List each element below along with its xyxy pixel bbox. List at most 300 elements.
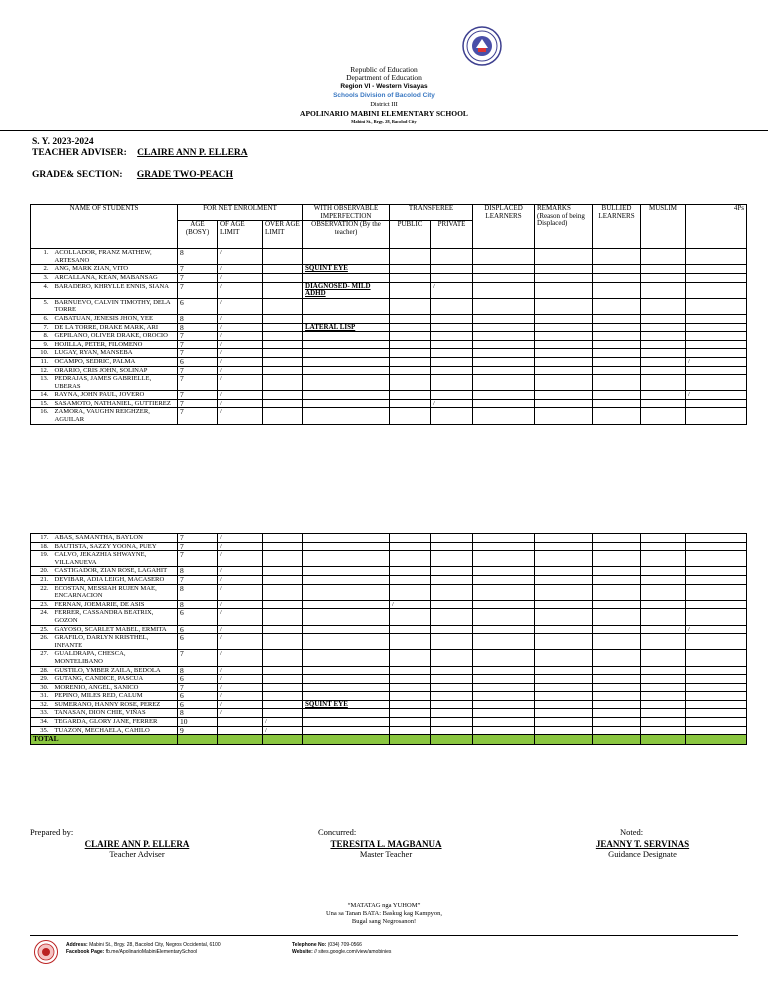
- over-age-limit-mark: [263, 709, 303, 718]
- row-number: 6.: [31, 314, 53, 323]
- student-name: CALVO, JEKAZHIA SHWAYNE, VILLANUEVA: [53, 551, 178, 567]
- row-number: 8.: [31, 332, 53, 341]
- bullied-cell: [593, 634, 641, 650]
- remarks-cell: [535, 650, 593, 666]
- concurred-block: [290, 839, 482, 859]
- bullied-cell: [593, 399, 641, 408]
- fourps-mark: [686, 692, 747, 701]
- observation: [303, 575, 390, 584]
- over-age-limit-mark: [263, 298, 303, 314]
- student-age: 7: [178, 551, 218, 567]
- of-age-limit-mark: /: [218, 340, 263, 349]
- displaced-cell: [473, 666, 535, 675]
- row-number: 21.: [31, 575, 53, 584]
- of-age-limit-mark: /: [218, 357, 263, 366]
- over-age-limit-mark: [263, 600, 303, 609]
- bullied-cell: [593, 340, 641, 349]
- displaced-cell: [473, 634, 535, 650]
- muslim-cell: [641, 391, 686, 400]
- row-number: 5.: [31, 298, 53, 314]
- footer-web-link[interactable]: // sites.google.com/view/amobinies: [314, 949, 392, 955]
- fourps-mark: [686, 273, 747, 282]
- footer-divider: [30, 935, 738, 936]
- header-address: Mabini St., Brgy. 28, Bacolod City: [351, 119, 417, 124]
- remarks-cell: [535, 600, 593, 609]
- footer-address: Mabini St., Brgy. 28, Bacolod City, Negros Occidental, 6100: [89, 942, 221, 948]
- over-age-limit-mark: [263, 340, 303, 349]
- muslim-cell: [641, 375, 686, 391]
- row-number: 14.: [31, 391, 53, 400]
- over-age-limit-mark: [263, 282, 303, 298]
- over-age-limit-mark: [263, 584, 303, 600]
- displaced-cell: [473, 375, 535, 391]
- student-name: GRAFILO, DARLYN KRISTHEL, INFANTE: [53, 634, 178, 650]
- muslim-cell: [641, 366, 686, 375]
- over-age-limit-mark: [263, 675, 303, 684]
- student-name: CASTIGADOR, ZIAN ROSE, LAGAHIT: [53, 567, 178, 576]
- of-age-limit-mark: /: [218, 265, 263, 274]
- observation: [303, 567, 390, 576]
- displaced-cell: [473, 534, 535, 543]
- of-age-limit-mark: /: [218, 273, 263, 282]
- teacher-adviser-value: CLAIRE ANN P. ELLERA: [137, 148, 248, 158]
- displaced-cell: [473, 249, 535, 265]
- of-age-limit-mark: /: [218, 375, 263, 391]
- student-name: ZAMORA, VAUGHN REIGHZER, AGUILAR: [53, 408, 178, 424]
- student-age: 6: [178, 700, 218, 709]
- of-age-limit-mark: /: [218, 675, 263, 684]
- private-mark: [431, 551, 473, 567]
- student-name: ACOLLADOR, FRANZ MATHEW, ARTESANO: [53, 249, 178, 265]
- of-age-limit-mark: /: [218, 399, 263, 408]
- prepared-by-name: CLAIRE ANN P. ELLERA: [84, 839, 190, 849]
- col-displaced: DISPLACED LEARNERS: [473, 205, 535, 249]
- of-age-limit-mark: /: [218, 534, 263, 543]
- over-age-limit-mark: [263, 349, 303, 358]
- table-row: [31, 332, 747, 341]
- remarks-cell: [535, 375, 593, 391]
- student-name: TUAZON, MECHAELA, CAHILO: [53, 726, 178, 735]
- of-age-limit-mark: /: [218, 551, 263, 567]
- over-age-limit-mark: [263, 265, 303, 274]
- muslim-cell: [641, 399, 686, 408]
- bullied-cell: [593, 675, 641, 684]
- observation: [303, 650, 390, 666]
- fourps-mark: [686, 584, 747, 600]
- of-age-limit-mark: /: [218, 609, 263, 625]
- remarks-cell: [535, 675, 593, 684]
- of-age-limit-mark: /: [218, 349, 263, 358]
- row-number: 30.: [31, 683, 53, 692]
- remarks-cell: [535, 700, 593, 709]
- student-name: PEDRAJAS, JAMES GABRIELLE, UBERAS: [53, 375, 178, 391]
- row-number: 11.: [31, 357, 53, 366]
- bullied-cell: [593, 349, 641, 358]
- muslim-cell: [641, 584, 686, 600]
- observation: [303, 273, 390, 282]
- over-age-limit-mark: [263, 542, 303, 551]
- muslim-cell: [641, 726, 686, 735]
- private-mark: [431, 265, 473, 274]
- header-region: Region VI - Western Visayas: [340, 83, 428, 90]
- student-name: MORENIO, ANGEL, SANICO: [53, 683, 178, 692]
- remarks-cell: [535, 551, 593, 567]
- displaced-cell: [473, 625, 535, 634]
- table-row: [31, 282, 747, 298]
- over-age-limit-mark: [263, 375, 303, 391]
- private-mark: [431, 718, 473, 727]
- over-age-limit-mark: [263, 609, 303, 625]
- over-age-limit-mark: [263, 323, 303, 332]
- table-row: [31, 675, 747, 684]
- over-age-limit-mark: [263, 273, 303, 282]
- displaced-cell: [473, 408, 535, 424]
- row-number: 32.: [31, 700, 53, 709]
- private-mark: /: [431, 282, 473, 298]
- bullied-cell: [593, 718, 641, 727]
- fourps-mark: [686, 408, 747, 424]
- over-age-limit-mark: [263, 575, 303, 584]
- muslim-cell: [641, 332, 686, 341]
- bullied-cell: [593, 408, 641, 424]
- student-name: BARADERO, KHRYLLE ENNIS, SIANA: [53, 282, 178, 298]
- public-mark: [390, 408, 431, 424]
- displaced-cell: [473, 726, 535, 735]
- displaced-cell: [473, 575, 535, 584]
- remarks-cell: [535, 282, 593, 298]
- table-row: [31, 700, 747, 709]
- fourps-mark: [686, 332, 747, 341]
- public-mark: [390, 534, 431, 543]
- total-label: TOTAL: [31, 735, 178, 745]
- bullied-cell: [593, 323, 641, 332]
- school-year: S. Y. 2023-2024: [32, 137, 94, 147]
- header-department: Department of Education: [346, 73, 422, 82]
- table-row: [31, 323, 747, 332]
- table-row: [31, 408, 747, 424]
- of-age-limit-mark: /: [218, 542, 263, 551]
- public-mark: [390, 551, 431, 567]
- header-divider: [0, 130, 768, 131]
- public-mark: [390, 675, 431, 684]
- over-age-limit-mark: [263, 249, 303, 265]
- private-mark: [431, 575, 473, 584]
- remarks-cell: [535, 391, 593, 400]
- col-over-age-limit: OVER AGE LIMIT: [263, 221, 303, 249]
- fourps-mark: [686, 675, 747, 684]
- table-row: [31, 314, 747, 323]
- of-age-limit-mark: /: [218, 666, 263, 675]
- private-mark: [431, 625, 473, 634]
- private-mark: [431, 567, 473, 576]
- displaced-cell: [473, 718, 535, 727]
- row-number: 34.: [31, 718, 53, 727]
- displaced-cell: [473, 273, 535, 282]
- row-number: 26.: [31, 634, 53, 650]
- fourps-mark: [686, 314, 747, 323]
- displaced-cell: [473, 298, 535, 314]
- of-age-limit-mark: /: [218, 692, 263, 701]
- private-mark: [431, 249, 473, 265]
- fourps-mark: [686, 534, 747, 543]
- observation: [303, 666, 390, 675]
- footer-left: [66, 942, 221, 956]
- table-row: [31, 650, 747, 666]
- remarks-cell: [535, 692, 593, 701]
- footer-right: [292, 942, 391, 956]
- muslim-cell: [641, 282, 686, 298]
- table-row: [31, 542, 747, 551]
- fourps-mark: /: [686, 391, 747, 400]
- private-mark: [431, 534, 473, 543]
- bullied-cell: [593, 666, 641, 675]
- fourps-mark: [686, 340, 747, 349]
- fourps-mark: [686, 709, 747, 718]
- of-age-limit-mark: /: [218, 298, 263, 314]
- student-name: ABAS, SAMANTHA, BAYLON: [53, 534, 178, 543]
- row-number: 1.: [31, 249, 53, 265]
- bullied-cell: [593, 314, 641, 323]
- bullied-cell: [593, 726, 641, 735]
- displaced-cell: [473, 314, 535, 323]
- over-age-limit-mark: [263, 700, 303, 709]
- muslim-cell: [641, 298, 686, 314]
- of-age-limit-mark: /: [218, 709, 263, 718]
- remarks-cell: [535, 408, 593, 424]
- table-row: [31, 340, 747, 349]
- bullied-cell: [593, 625, 641, 634]
- student-age: 8: [178, 709, 218, 718]
- muslim-cell: [641, 265, 686, 274]
- student-age: 6: [178, 625, 218, 634]
- student-age: 7: [178, 332, 218, 341]
- displaced-cell: [473, 391, 535, 400]
- private-mark: [431, 666, 473, 675]
- muslim-cell: [641, 609, 686, 625]
- displaced-cell: [473, 692, 535, 701]
- observation: [303, 399, 390, 408]
- student-age: 7: [178, 650, 218, 666]
- of-age-limit-mark: /: [218, 249, 263, 265]
- fourps-mark: [686, 718, 747, 727]
- row-number: 10.: [31, 349, 53, 358]
- muslim-cell: [641, 650, 686, 666]
- of-age-limit-mark: /: [218, 584, 263, 600]
- row-number: 28.: [31, 666, 53, 675]
- student-age: 7: [178, 534, 218, 543]
- student-age: 7: [178, 399, 218, 408]
- bullied-cell: [593, 249, 641, 265]
- table-row: [31, 600, 747, 609]
- total-row: [31, 735, 747, 745]
- student-age: 7: [178, 366, 218, 375]
- header-district: District III: [370, 101, 398, 108]
- remarks-cell: [535, 567, 593, 576]
- observation: [303, 249, 390, 265]
- over-age-limit-mark: [263, 650, 303, 666]
- muslim-cell: [641, 542, 686, 551]
- remarks-cell: [535, 609, 593, 625]
- observation: SQUINT EYE: [303, 700, 390, 709]
- student-rows-a: [31, 249, 747, 424]
- table-row: [31, 298, 747, 314]
- table-row: [31, 391, 747, 400]
- fourps-mark: [686, 249, 747, 265]
- student-name: TEGARDA, GLORY JANE, FERRER: [53, 718, 178, 727]
- muslim-cell: [641, 625, 686, 634]
- table-row: [31, 625, 747, 634]
- bullied-cell: [593, 575, 641, 584]
- public-mark: [390, 399, 431, 408]
- observation: [303, 551, 390, 567]
- bullied-cell: [593, 542, 641, 551]
- remarks-cell: [535, 683, 593, 692]
- table-row: [31, 709, 747, 718]
- private-mark: [431, 273, 473, 282]
- concurred-role: Master Teacher: [359, 849, 413, 859]
- remarks-cell: [535, 314, 593, 323]
- student-name: CABATUAN, JENESIS JHON, YEE: [53, 314, 178, 323]
- row-number: 29.: [31, 675, 53, 684]
- fourps-mark: [686, 542, 747, 551]
- student-name: ARCALLANA, KEAN, MABANSAG: [53, 273, 178, 282]
- of-age-limit-mark: /: [218, 575, 263, 584]
- over-age-limit-mark: /: [263, 718, 303, 727]
- public-mark: [390, 323, 431, 332]
- remarks-cell: [535, 666, 593, 675]
- remarks-cell: [535, 575, 593, 584]
- row-number: 20.: [31, 567, 53, 576]
- observation: [303, 357, 390, 366]
- displaced-cell: [473, 357, 535, 366]
- footer-web-label: Website:: [292, 949, 313, 955]
- private-mark: [431, 650, 473, 666]
- muslim-cell: [641, 323, 686, 332]
- bullied-cell: [593, 551, 641, 567]
- student-age: 7: [178, 273, 218, 282]
- remarks-cell: [535, 534, 593, 543]
- row-number: 31.: [31, 692, 53, 701]
- row-number: 25.: [31, 625, 53, 634]
- fourps-mark: [686, 282, 747, 298]
- public-mark: [390, 567, 431, 576]
- private-mark: [431, 600, 473, 609]
- observation: DIAGNOSED- MILD ADHD: [303, 282, 390, 298]
- student-name: BARNUEVO, CALVIN TIMOTHY, DELA TORRE: [53, 298, 178, 314]
- muslim-cell: [641, 249, 686, 265]
- table-row: [31, 551, 747, 567]
- bullied-cell: [593, 600, 641, 609]
- displaced-cell: [473, 340, 535, 349]
- displaced-cell: [473, 349, 535, 358]
- displaced-cell: [473, 650, 535, 666]
- displaced-cell: [473, 683, 535, 692]
- prepared-by-label: Prepared by:: [30, 827, 74, 837]
- col-muslim: MUSLIM: [641, 205, 686, 249]
- private-mark: [431, 692, 473, 701]
- footer-fb-link[interactable]: fb.me/ApolinarioMabiniElementarySchool: [105, 949, 198, 955]
- observation: [303, 298, 390, 314]
- bullied-cell: [593, 282, 641, 298]
- row-number: 23.: [31, 600, 53, 609]
- student-age: 8: [178, 666, 218, 675]
- observation: [303, 534, 390, 543]
- displaced-cell: [473, 332, 535, 341]
- remarks-cell: [535, 298, 593, 314]
- private-mark: [431, 357, 473, 366]
- student-age: 6: [178, 692, 218, 701]
- student-age: 7: [178, 542, 218, 551]
- table-row: [31, 349, 747, 358]
- displaced-cell: [473, 709, 535, 718]
- bullied-cell: [593, 534, 641, 543]
- observation: LATERAL LISP: [303, 323, 390, 332]
- of-age-limit-mark: /: [218, 600, 263, 609]
- of-age-limit-mark: /: [218, 282, 263, 298]
- displaced-cell: [473, 323, 535, 332]
- public-mark: [390, 700, 431, 709]
- grade-section-label: GRADE& SECTION:: [32, 170, 123, 180]
- displaced-cell: [473, 609, 535, 625]
- over-age-limit-mark: [263, 534, 303, 543]
- of-age-limit-mark: /: [218, 391, 263, 400]
- student-age: 8: [178, 584, 218, 600]
- student-name: HOJILLA, PETER, FILOMENO: [53, 340, 178, 349]
- student-rows-b: [31, 534, 747, 735]
- student-age: 8: [178, 323, 218, 332]
- private-mark: [431, 726, 473, 735]
- fourps-mark: [686, 609, 747, 625]
- observation: [303, 584, 390, 600]
- public-mark: [390, 542, 431, 551]
- noted-role: Guidance Designate: [608, 849, 677, 859]
- of-age-limit-mark: /: [218, 408, 263, 424]
- observation: [303, 314, 390, 323]
- student-name: DEVIBAR, ADIA LEIGH, MACASERO: [53, 575, 178, 584]
- displaced-cell: [473, 542, 535, 551]
- muslim-cell: [641, 634, 686, 650]
- displaced-cell: [473, 366, 535, 375]
- student-name: FERNAN, JOEMARIE, DE ASIS: [53, 600, 178, 609]
- displaced-cell: [473, 567, 535, 576]
- col-name-spacer: [31, 221, 178, 249]
- muslim-cell: [641, 700, 686, 709]
- table-row: [31, 692, 747, 701]
- remarks-cell: [535, 332, 593, 341]
- fourps-mark: [686, 298, 747, 314]
- over-age-limit-mark: [263, 567, 303, 576]
- student-age: 7: [178, 349, 218, 358]
- row-number: 13.: [31, 375, 53, 391]
- header-school: APOLINARIO MABINI ELEMENTARY SCHOOL: [300, 109, 468, 118]
- over-age-limit-mark: [263, 551, 303, 567]
- private-mark: [431, 332, 473, 341]
- table-row: [31, 534, 747, 543]
- muslim-cell: [641, 349, 686, 358]
- col-observation: OBSERVATION (By the teacher): [303, 221, 390, 249]
- remarks-cell: [535, 726, 593, 735]
- public-mark: [390, 249, 431, 265]
- remarks-cell: [535, 366, 593, 375]
- private-mark: [431, 542, 473, 551]
- student-name: GAYOSO, SCARLET MABEL, ERMITA: [53, 625, 178, 634]
- public-mark: [390, 634, 431, 650]
- fourps-mark: [686, 726, 747, 735]
- bullied-cell: [593, 567, 641, 576]
- row-number: 33.: [31, 709, 53, 718]
- of-age-limit-mark: /: [218, 683, 263, 692]
- displaced-cell: [473, 265, 535, 274]
